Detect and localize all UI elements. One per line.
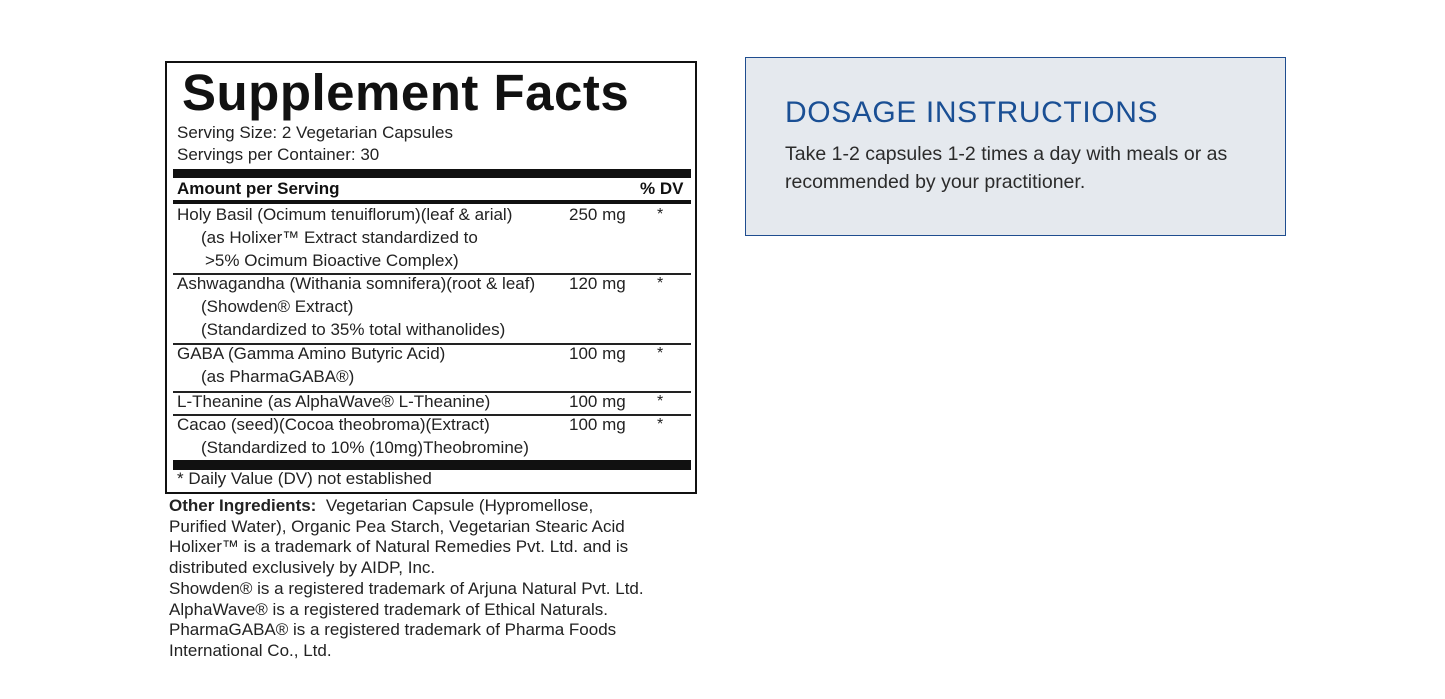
dosage-instructions-title: DOSAGE INSTRUCTIONS [785,96,1159,129]
ingredient-name: Cacao (seed)(Cocoa theobroma)(Extract) [177,415,490,434]
ingredient-name: Ashwagandha (Withania somnifera)(root & leaf) [177,274,536,293]
ingredient-row-ashwagandha [177,272,535,341]
trademark-line: PharmaGABA® is a registered trademark of Pharma Foods [169,620,617,640]
ingredient-amount: 100 mg [569,415,626,434]
ingredient-detail: >5% Ocimum Bioactive Complex) [205,251,459,270]
ingredient-row-l-theanine [177,390,490,413]
trademark-line: distributed exclusively by AIDP, Inc. [169,558,436,578]
trademark-line: Showden® is a registered trademark of Arjuna Natural Pvt. Ltd. [169,578,644,598]
ingredient-dv: * [657,275,664,292]
ingredient-row-holy-basil [177,203,512,272]
ingredient-dv: * [657,345,664,362]
amount-per-serving-header: Amount per Serving [177,179,340,198]
other-ingredients-label: Other Ingredients: [169,496,317,515]
ingredient-dv: * [657,206,664,223]
ingredient-row-gaba [177,342,445,388]
ingredient-name: L-Theanine (as AlphaWave® L-Theanine) [177,392,491,411]
trademark-line: Holixer™ is a trademark of Natural Remedies Pvt. Ltd. and is [169,537,629,557]
ingredient-row-cacao [177,413,529,459]
trademark-line: AlphaWave® is a registered trademark of Ethical Naturals. [169,599,608,619]
trademark-line: International Co., Ltd. [169,640,332,660]
ingredient-amount: 120 mg [569,274,626,293]
ingredient-name: Holy Basil (Ocimum tenuiflorum)(leaf & arial) [177,205,513,224]
servings-per-container: Servings per Container: 30 [177,145,380,164]
supplement-facts-title: Supplement Facts [182,64,630,121]
ingredient-detail: (as PharmaGABA®) [201,367,355,386]
ingredient-detail: (Showden® Extract) [201,297,354,316]
ingredient-amount: 100 mg [569,344,626,363]
dv-footnote: * Daily Value (DV) not established [177,469,432,488]
dosage-instructions-text: Take 1-2 capsules 1-2 times a day with meals or as recommended by your practitioner. [785,143,1228,193]
dv-header: % DV [640,179,684,198]
other-ingredients [169,496,649,662]
thick-divider-top [173,169,691,178]
ingredient-amount: 250 mg [569,205,626,224]
serving-size: Serving Size: 2 Vegetarian Capsules [177,123,453,142]
ingredient-detail: (Standardized to 35% total withanolides) [201,320,506,339]
ingredient-detail: (as Holixer™ Extract standardized to [201,228,478,247]
ingredient-dv: * [657,416,664,433]
supplement-facts-panel [165,61,697,494]
ingredient-detail: (Standardized to 10% (10mg)Theobromine) [201,438,529,457]
dosage-instructions-box [745,57,1286,236]
other-ingredients-text: Vegetarian Capsule (Hypromellose, [325,496,594,515]
other-ingredients-line: Purified Water), Organic Pea Starch, Vegetarian Stearic Acid [169,516,625,536]
ingredient-dv: * [657,393,664,410]
ingredient-name: GABA (Gamma Amino Butyric Acid) [177,344,446,363]
ingredient-amount: 100 mg [569,392,626,411]
